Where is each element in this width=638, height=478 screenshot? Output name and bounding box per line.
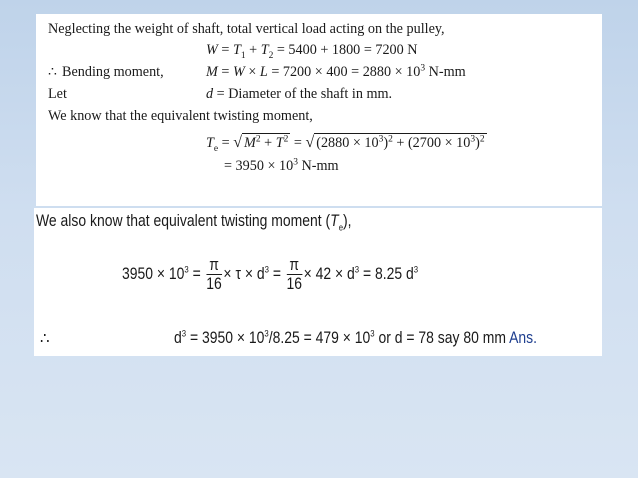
sqrt-symbol-2: √ [305, 134, 315, 151]
sub-2: 2 [268, 50, 274, 61]
fraction-pi-16-a [206, 256, 222, 293]
term-b: ) [383, 135, 389, 151]
result-twisting-moment [224, 157, 339, 175]
label-let: Let [48, 86, 67, 102]
equation-equivalent-twisting: $T_e$ = √ $M^2 + T^2$ = √ $(2880 \times 10^3)^2 + (2700 \times 10^3)^2$ [206, 134, 485, 154]
exp-3a: 3 [378, 134, 384, 145]
d-exp-b: 3 [354, 264, 360, 276]
var-W2: W [232, 64, 245, 80]
var-W: W [206, 42, 218, 58]
exp-3: 3 [420, 63, 426, 74]
label-bending-moment: Bending moment, [62, 64, 164, 80]
fraction-pi-16-b [286, 256, 302, 293]
torque-lhs-exp: 3 [184, 264, 189, 276]
var-T: T [275, 135, 284, 151]
result-value: = 3950 × 10 [224, 158, 294, 174]
final-d: d [174, 328, 182, 347]
mid-term: × 42 × d [303, 263, 355, 283]
exp-2d: 2 [479, 134, 485, 145]
sqrt-symbol-1: √ [233, 134, 242, 151]
var-T2: T [260, 42, 269, 58]
final-b: = 3950 × 10 [186, 328, 265, 347]
text-also-know [36, 211, 352, 234]
pi-symbol-a: π [206, 256, 222, 275]
result-unit: N-mm [297, 158, 339, 174]
term-a: (2880 × 10 [316, 135, 379, 151]
close-paren: ), [343, 211, 352, 230]
final-c: /8.25 = 479 × 10 [268, 328, 371, 347]
bending-value: = 7200 × 400 = 2880 × 10 [271, 64, 421, 80]
exp-2c: 2 [388, 134, 393, 145]
exp-3b: 3 [470, 134, 476, 145]
equation-final-diameter [174, 328, 537, 348]
term-c: + (2700 × 10 [392, 135, 471, 151]
sub-e-2: e [338, 222, 344, 234]
definition-diameter [206, 85, 392, 103]
text-equivalent-twisting: We know that the equivalent twisting moment, [48, 108, 313, 124]
radicand-2 [314, 133, 486, 152]
var-Te-2: T [330, 211, 339, 230]
var-d: d [206, 86, 214, 102]
torque-lhs: 3950 × 10 [122, 263, 185, 283]
result-exp: 3 [293, 157, 298, 168]
load-value: = 5400 + 1800 = 7200 N [276, 42, 418, 58]
d-exp-a: 3 [264, 264, 269, 276]
var-Te: T [206, 135, 214, 151]
sub-1: 1 [240, 50, 246, 61]
radicand-1: $M^2 + T^2$ [244, 134, 289, 151]
var-L: L [259, 64, 268, 80]
exp-2b: 2 [283, 134, 289, 145]
text-neglecting-weight: Neglecting the weight of shaft, total vertical load acting on the pulley, [48, 21, 445, 37]
d-exp-c: 3 [413, 264, 419, 276]
equation-total-load: $W = T_1 + T_2 = 5400 + 1800 = 7200$ N [206, 42, 418, 61]
answer-label: Ans. [509, 328, 537, 347]
therefore-symbol-1: ∴ [48, 64, 58, 80]
final-d-exp: 3 [181, 328, 187, 340]
sub-e: e [213, 143, 219, 154]
var-M: M [206, 64, 218, 80]
therefore-symbol-2: ∴ [40, 331, 50, 347]
unit-nmm: N-mm [425, 64, 466, 80]
diameter-text: = Diameter of the shaft in mm. [216, 86, 393, 102]
also-know-text: We also know that equivalent twisting moment ( [36, 211, 331, 230]
solution-bottom-panel [34, 208, 602, 356]
exp-2a: 2 [255, 134, 261, 145]
rhs-term: = 8.25 d [363, 263, 414, 283]
solution-top-panel [36, 14, 602, 206]
var-M2: M [244, 135, 256, 151]
tau-term: × τ × d [223, 263, 265, 283]
den-16-a: 16 [206, 274, 222, 293]
var-T1: T [232, 42, 241, 58]
term-d: ) [475, 135, 480, 151]
pi-symbol-b: π [286, 256, 302, 275]
equation-bending-moment: $M = W \times L = 7200 \times 400 = 2880 \times 10^3$ N-mm [206, 63, 466, 80]
equation-torque-relation: $3950 \times 10^3$ = $\frac{\pi}{16}$ × $\tau \times d^3$ = $\frac{\pi}{16}$ × $42 \times d^3 = 8.25$ $d^3$ [122, 255, 419, 293]
final-c-exp: 3 [370, 328, 375, 340]
final-b-exp: 3 [264, 328, 269, 340]
den-16-b: 16 [286, 274, 302, 293]
final-d-text: or d = 78 say 80 mm [374, 328, 510, 347]
